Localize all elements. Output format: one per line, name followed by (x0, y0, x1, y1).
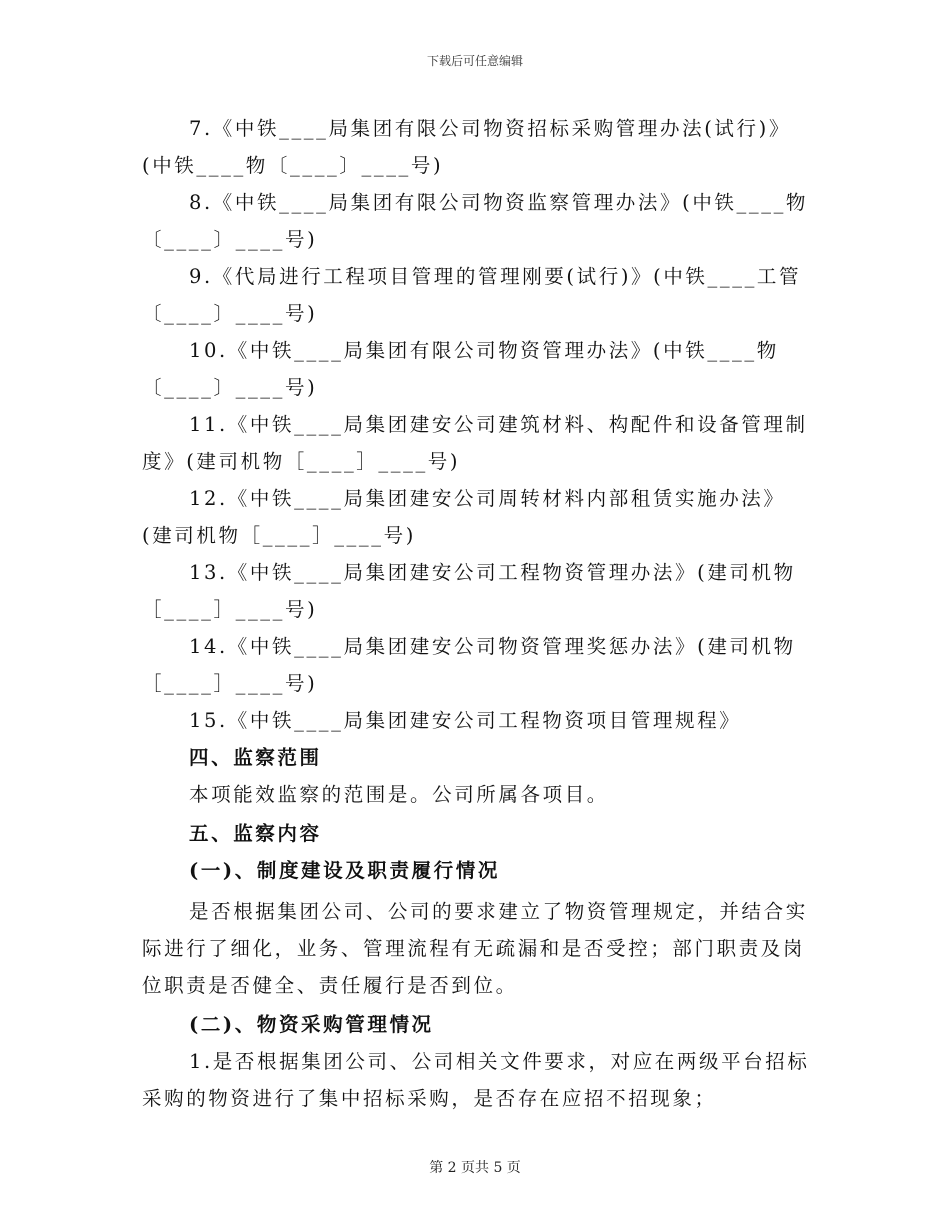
subsection-heading-system: (一)、制度建设及职责履行情况 (189, 859, 500, 882)
reference-item-11: 11.《中铁____局集团建安公司建筑材料、构配件和设备管理制度》(建司机物［____］____号) (142, 413, 808, 473)
reference-item-9: 9.《代局进行工程项目管理的管理刚要(试行)》(中铁____工管〔____〕____号) (142, 265, 802, 325)
subsection-heading-procurement: (二)、物资采购管理情况 (189, 1013, 434, 1036)
section-heading-scope: 四、监察范围 (189, 746, 322, 769)
page-footer: 第 2 页共 5 页 (429, 1160, 521, 1176)
procurement-paragraph: 1.是否根据集团公司、公司相关文件要求，对应在两级平台招标采购的物资进行了集中招标采购，是否存在应招不招现象； (142, 1050, 810, 1110)
reference-item-14: 14.《中铁____局集团建安公司物资管理奖惩办法》(建司机物［____］____号) (142, 635, 796, 695)
scope-paragraph: 本项能效监察的范围是。公司所属各项目。 (189, 783, 609, 806)
reference-item-12: 12.《中铁____局集团建安公司周转材料内部租赁实施办法》(建司机物［____］____号) (142, 487, 786, 547)
page-header: 下载后可任意编辑 (426, 54, 523, 68)
reference-item-15: 15.《中铁____局集团建安公司工程物资项目管理规程》 (189, 709, 742, 732)
reference-item-7: 7.《中铁____局集团有限公司物资招标采购管理办法(试行)》(中铁____物〔____〕____号) (142, 117, 791, 177)
reference-item-8: 8.《中铁____局集团有限公司物资监察管理办法》(中铁____物〔____〕____号) (142, 191, 809, 251)
reference-item-10: 10.《中铁____局集团有限公司物资管理办法》(中铁____物〔____〕____号) (142, 339, 779, 399)
section-heading-content: 五、监察内容 (189, 822, 322, 845)
reference-item-13: 13.《中铁____局集团建安公司工程物资管理办法》(建司机物［____］____号) (142, 561, 796, 621)
system-paragraph: 是否根据集团公司、公司的要求建立了物资管理规定，并结合实际进行了细化，业务、管理流程有无疏漏和是否受控；部门职责及岗位职责是否健全、责任履行是否到位。 (142, 900, 808, 997)
document-body (142, 110, 810, 1117)
